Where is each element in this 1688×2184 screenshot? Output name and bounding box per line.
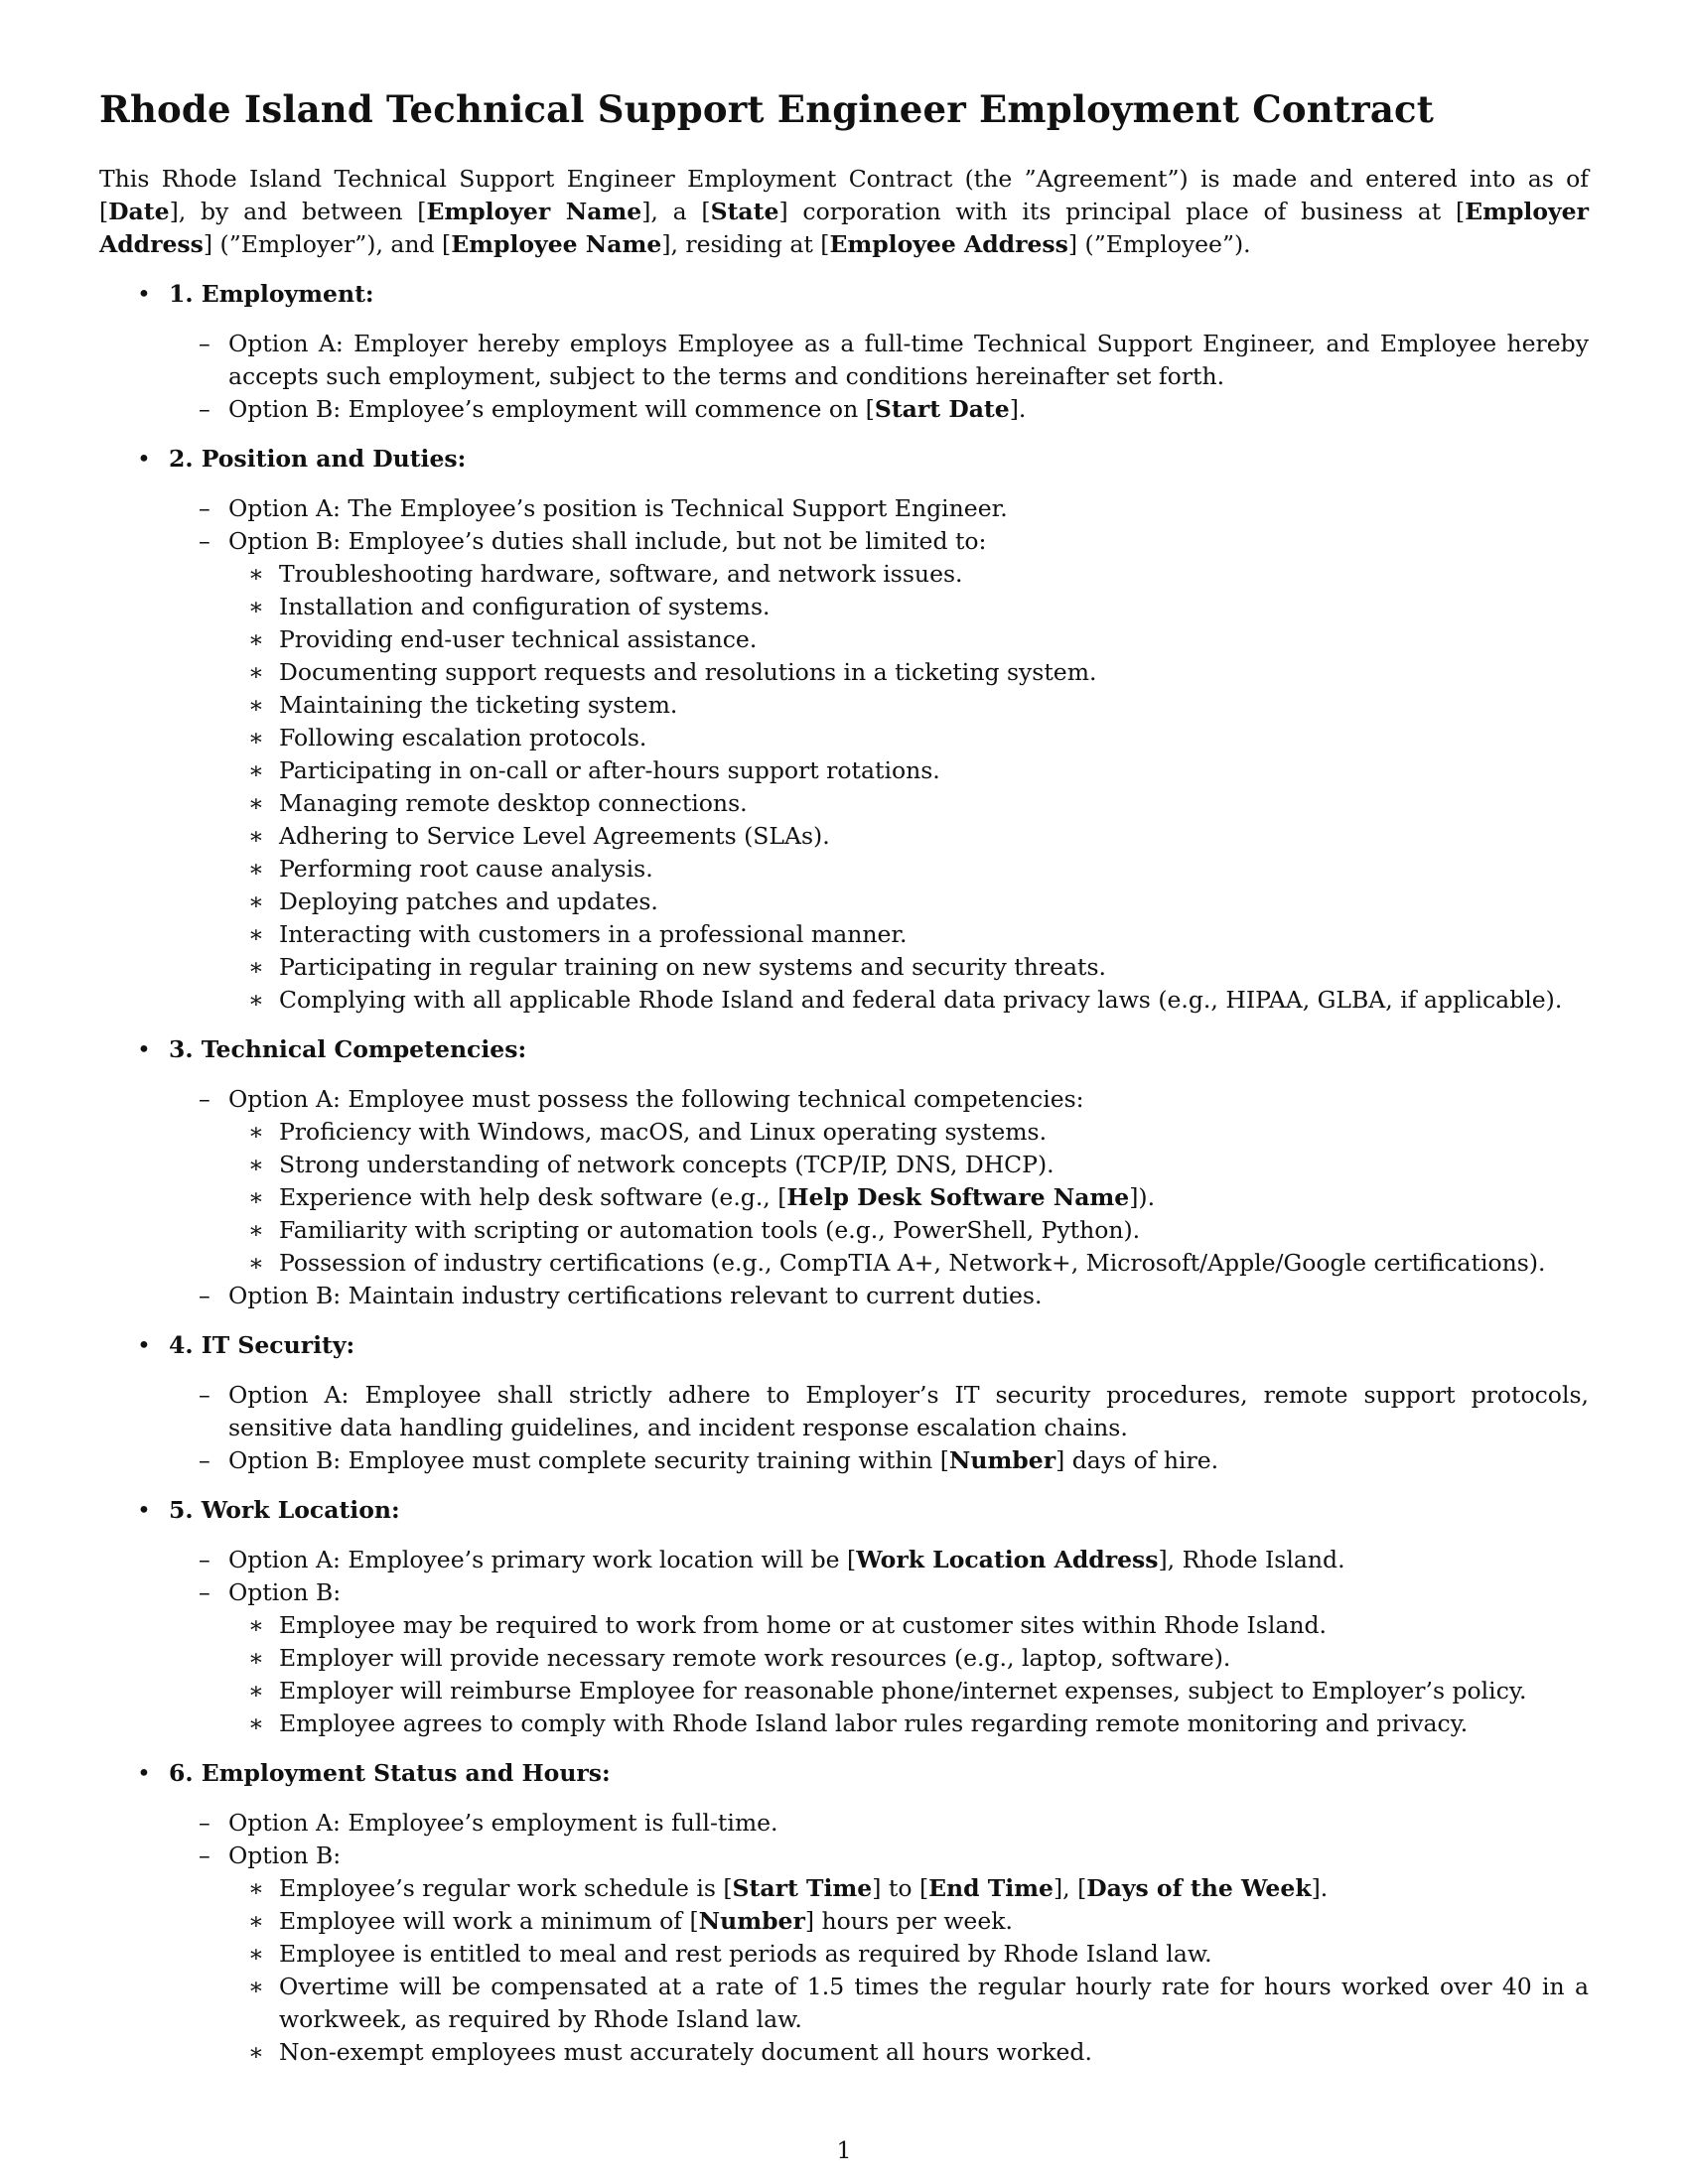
dash: – xyxy=(199,527,211,555)
list-item: ∗ Documenting support requests and resolutions in a ticketing system. xyxy=(99,656,1589,689)
dash: – xyxy=(199,1085,211,1113)
placeholder-employer-address: Employer Address xyxy=(99,198,1589,258)
star: ∗ xyxy=(248,855,264,883)
section-technical-competencies xyxy=(99,1033,1589,1312)
star: ∗ xyxy=(248,986,264,1014)
placeholder-employee-address: Employee Address xyxy=(829,230,1068,258)
star: ∗ xyxy=(248,691,264,719)
option-a: – Option A: Employee’s primary work location will be [Work Location Address], Rhode Island. xyxy=(99,1544,1589,1576)
bullet: • xyxy=(137,1496,151,1524)
list-item: ∗ Participating in regular training on new systems and security threats. xyxy=(99,951,1589,984)
placeholder-end-time: End Time xyxy=(928,1874,1054,1902)
bullet: • xyxy=(137,1759,151,1787)
list-item: ∗ Maintaining the ticketing system. xyxy=(99,689,1589,722)
star: ∗ xyxy=(248,920,264,948)
section-employment xyxy=(99,278,1589,426)
bullet: • xyxy=(137,280,151,308)
star: ∗ xyxy=(248,1183,264,1211)
list-item: ∗ Employee agrees to comply with Rhode Island labor rules regarding remote monitoring and privacy. xyxy=(99,1707,1589,1740)
option-b: – Option B: xyxy=(99,1576,1589,1609)
star: ∗ xyxy=(248,593,264,620)
star: ∗ xyxy=(248,1874,264,1902)
star: ∗ xyxy=(248,1940,264,1968)
star: ∗ xyxy=(248,1677,264,1705)
placeholder-days-of-week: Days of the Week xyxy=(1086,1874,1312,1902)
list-item: ∗ Providing end-user technical assistance. xyxy=(99,623,1589,656)
list-item: ∗ Possession of industry certifications (e.g., CompTIA A+, Network+, Microsoft/Apple/Google certifications). xyxy=(99,1247,1589,1280)
star: ∗ xyxy=(248,1907,264,1935)
star: ∗ xyxy=(248,724,264,751)
document-title: Rhode Island Technical Support Engineer Employment Contract xyxy=(99,87,1435,131)
dash: – xyxy=(199,1446,211,1474)
page-number: 1 xyxy=(836,2136,852,2164)
list-item: ∗ Employee is entitled to meal and rest periods as required by Rhode Island law. xyxy=(99,1938,1589,1971)
star: ∗ xyxy=(248,1709,264,1737)
option-b: – Option B: xyxy=(99,1840,1589,1872)
section-heading: • 6. Employment Status and Hours: xyxy=(99,1757,1589,1790)
section-employment-status-hours xyxy=(99,1757,1589,2069)
placeholder-work-location-address: Work Location Address xyxy=(856,1546,1159,1573)
star: ∗ xyxy=(248,2038,264,2066)
dash: – xyxy=(199,330,211,357)
option-a: – Option A: Employer hereby employs Employee as a full-time Technical Support Engineer, and Employee hereby accepts such employment, subject to the terms and conditions hereinafter set forth. xyxy=(199,330,1589,390)
option-b: – Option B: Employee’s employment will commence on [Start Date]. xyxy=(99,393,1589,426)
bullet: • xyxy=(137,445,151,473)
star: ∗ xyxy=(248,822,264,850)
placeholder-state: State xyxy=(710,198,779,225)
list-item: ∗ Participating in on-call or after-hours support rotations. xyxy=(99,754,1589,787)
star: ∗ xyxy=(248,1644,264,1672)
list-item: ∗ Installation and configuration of systems. xyxy=(99,591,1589,623)
bullet: • xyxy=(137,1331,151,1359)
list-item: ∗ Performing root cause analysis. xyxy=(99,853,1589,886)
list-item: ∗ Experience with help desk software (e.g., [Help Desk Software Name]). xyxy=(99,1181,1589,1214)
dash: – xyxy=(199,494,211,522)
placeholder-number: Number xyxy=(948,1446,1056,1474)
section-heading: • 2. Position and Duties: xyxy=(99,443,1589,476)
placeholder-start-time: Start Time xyxy=(732,1874,873,1902)
list-item: ∗ Employee’s regular work schedule is [Start Time] to [End Time], [Days of the Week]. xyxy=(99,1872,1589,1905)
section-position-duties xyxy=(99,443,1589,1017)
star: ∗ xyxy=(248,789,264,817)
list-item: ∗ Interacting with customers in a professional manner. xyxy=(99,918,1589,951)
list-item: ∗ Deploying patches and updates. xyxy=(99,886,1589,918)
star: ∗ xyxy=(248,625,264,653)
list-item: ∗ Complying with all applicable Rhode Island and federal data privacy laws (e.g., HIPAA, GLBA, if applicable). xyxy=(99,984,1589,1017)
section-it-security xyxy=(99,1329,1589,1477)
dash: – xyxy=(199,1842,211,1869)
dash: – xyxy=(199,1578,211,1606)
dash: – xyxy=(199,1381,211,1409)
star: ∗ xyxy=(248,1216,264,1244)
list-item: ∗ Strong understanding of network concepts (TCP/IP, DNS, DHCP). xyxy=(99,1149,1589,1181)
placeholder-start-date: Start Date xyxy=(874,395,1010,423)
bullet: • xyxy=(137,1035,151,1063)
option-a: – Option A: Employee’s employment is full-time. xyxy=(99,1807,1589,1840)
section-heading: • 4. IT Security: xyxy=(99,1329,1589,1362)
star: ∗ xyxy=(248,1249,264,1277)
list-item: ∗ Managing remote desktop connections. xyxy=(99,787,1589,820)
star: ∗ xyxy=(248,1151,264,1178)
section-heading: • 3. Technical Competencies: xyxy=(99,1033,1589,1066)
option-a: – Option A: The Employee’s position is Technical Support Engineer. xyxy=(99,492,1589,525)
option-b: – Option B: Employee must complete security training within [Number] days of hire. xyxy=(99,1444,1589,1477)
dash: – xyxy=(199,1282,211,1309)
list-item: ∗ Troubleshooting hardware, software, and network issues. xyxy=(99,558,1589,591)
star: ∗ xyxy=(248,1118,264,1146)
list-item: ∗ Following escalation protocols. xyxy=(99,722,1589,754)
section-work-location xyxy=(99,1494,1589,1740)
placeholder-date: Date xyxy=(108,198,170,225)
list-item: ∗ Proficiency with Windows, macOS, and Linux operating systems. xyxy=(99,1116,1589,1149)
option-a: – Option A: Employee shall strictly adhere to Employer’s IT security procedures, remote support protocols, sensitive data handling guidelines, and incident response escalation chains. xyxy=(199,1381,1589,1441)
section-heading: • 5. Work Location: xyxy=(99,1494,1589,1527)
list-item: ∗ Overtime will be compensated at a rate of 1.5 times the regular hourly rate for hours worked over 40 in a workweek, as required by Rhode Island law. xyxy=(248,1973,1589,2033)
star: ∗ xyxy=(248,658,264,686)
option-b: – Option B: Employee’s duties shall include, but not be limited to: xyxy=(99,525,1589,558)
star: ∗ xyxy=(248,560,264,588)
list-item: ∗ Adhering to Service Level Agreements (SLAs). xyxy=(99,820,1589,853)
placeholder-number: Number xyxy=(698,1907,805,1935)
star: ∗ xyxy=(248,1973,264,2000)
list-item: ∗ Employer will reimburse Employee for reasonable phone/internet expenses, subject to Employer’s policy. xyxy=(99,1675,1589,1707)
dash: – xyxy=(199,395,211,423)
placeholder-employee-name: Employee Name xyxy=(451,230,662,258)
option-b: – Option B: Maintain industry certifications relevant to current duties. xyxy=(99,1280,1589,1312)
list-item: ∗ Employee may be required to work from home or at customer sites within Rhode Island. xyxy=(99,1609,1589,1642)
dash: – xyxy=(199,1809,211,1837)
placeholder-employer-name: Employer Name xyxy=(426,198,642,225)
list-item: ∗ Employer will provide necessary remote work resources (e.g., laptop, software). xyxy=(99,1642,1589,1675)
option-a: – Option A: Employee must possess the following technical competencies: xyxy=(99,1083,1589,1116)
dash: – xyxy=(199,1546,211,1573)
list-item: ∗ Familiarity with scripting or automation tools (e.g., PowerShell, Python). xyxy=(99,1214,1589,1247)
section-heading: • 1. Employment: xyxy=(99,278,1589,311)
star: ∗ xyxy=(248,887,264,915)
star: ∗ xyxy=(248,953,264,981)
contract-sections xyxy=(99,278,1589,2069)
placeholder-help-desk-software: Help Desk Software Name xyxy=(786,1183,1130,1211)
star: ∗ xyxy=(248,1611,264,1639)
document-page xyxy=(99,0,1589,2184)
intro-paragraph: This Rhode Island Technical Support Engineer Employment Contract (the ”Agreement”) is made and entered into as of [Date], by and between [Employer Name], a [State] corporation with its principal place of business at [Employer Address] (”Employer”), and [Employee Name], residing at [Employee Address] (”Employee”). xyxy=(99,165,1589,258)
list-item: ∗ Non-exempt employees must accurately document all hours worked. xyxy=(99,2036,1589,2069)
list-item: ∗ Employee will work a minimum of [Number] hours per week. xyxy=(99,1905,1589,1938)
star: ∗ xyxy=(248,756,264,784)
